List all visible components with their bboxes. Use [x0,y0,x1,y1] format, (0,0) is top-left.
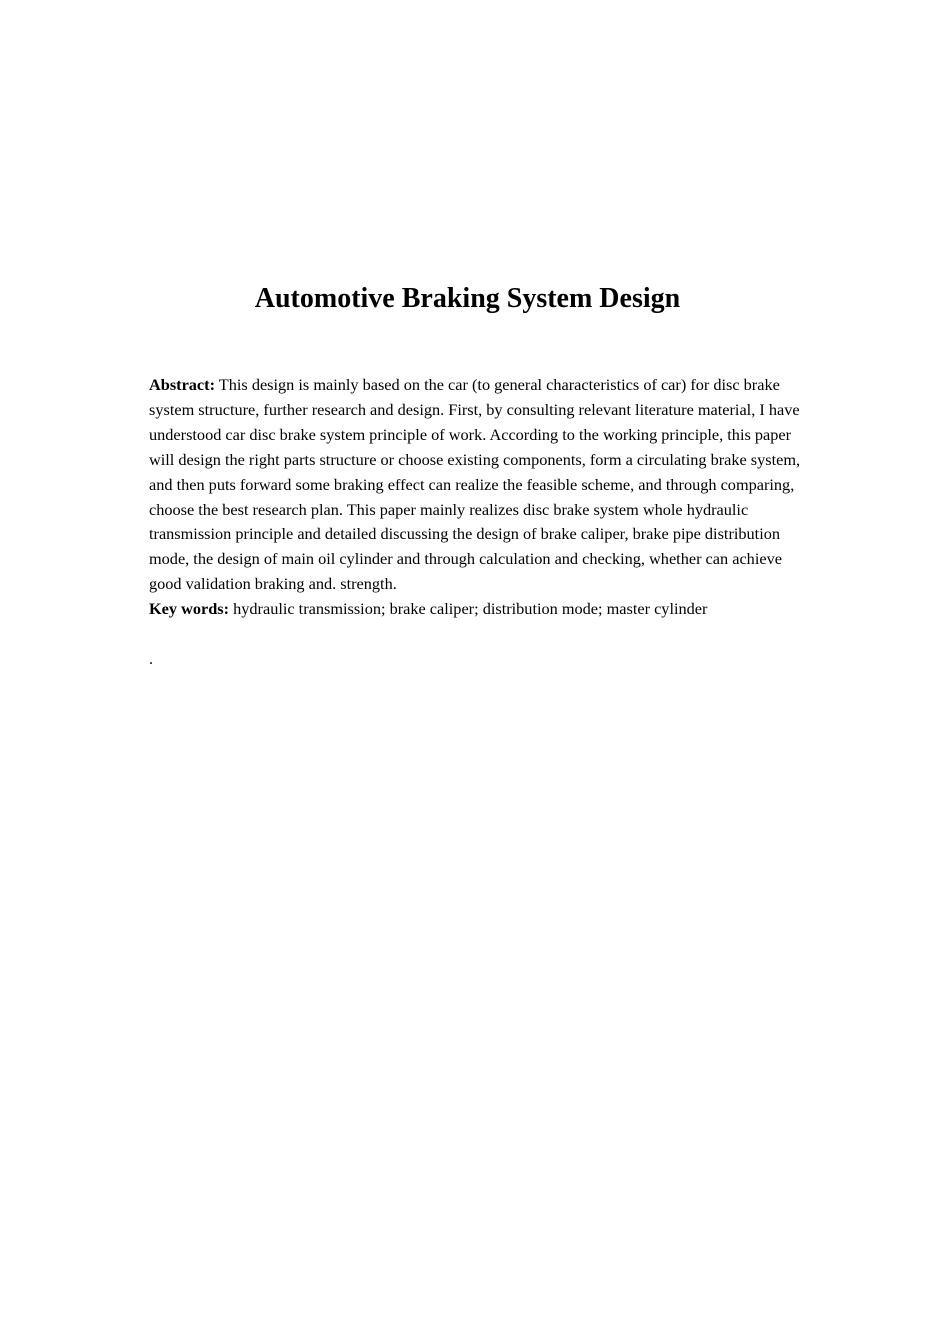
abstract-paragraph [149,373,804,597]
document-title: Automotive Braking System Design [254,283,681,314]
abstract-label: Abstract: [149,375,216,394]
trailing-mark: . [149,651,153,668]
keywords-label: Key words: [149,599,230,619]
abstract-text: This design is mainly based on the car (to general characteristics of car) for disc brake system structure, further research and design. First, by consulting relevant literature material, I have understood car disc brake system principle of work. According to the working principle, this paper will design the right parts structure or choose existing components, form a circulating brake system, and then puts forward some braking effect can realize the feasible scheme, and through comparing, choose the best research plan. This paper mainly realizes disc brake system whole hydraulic transmission principle and detailed discussing the design of brake caliper, brake pipe distribution mode, the design of main oil cylinder and through calculation and checking, whether can achieve good validation braking and. strength. [149,375,801,594]
abstract-section [149,373,804,622]
keywords-text: hydraulic transmission; brake caliper; distribution mode; master cylinder [233,599,708,619]
keywords-paragraph [149,597,804,622]
